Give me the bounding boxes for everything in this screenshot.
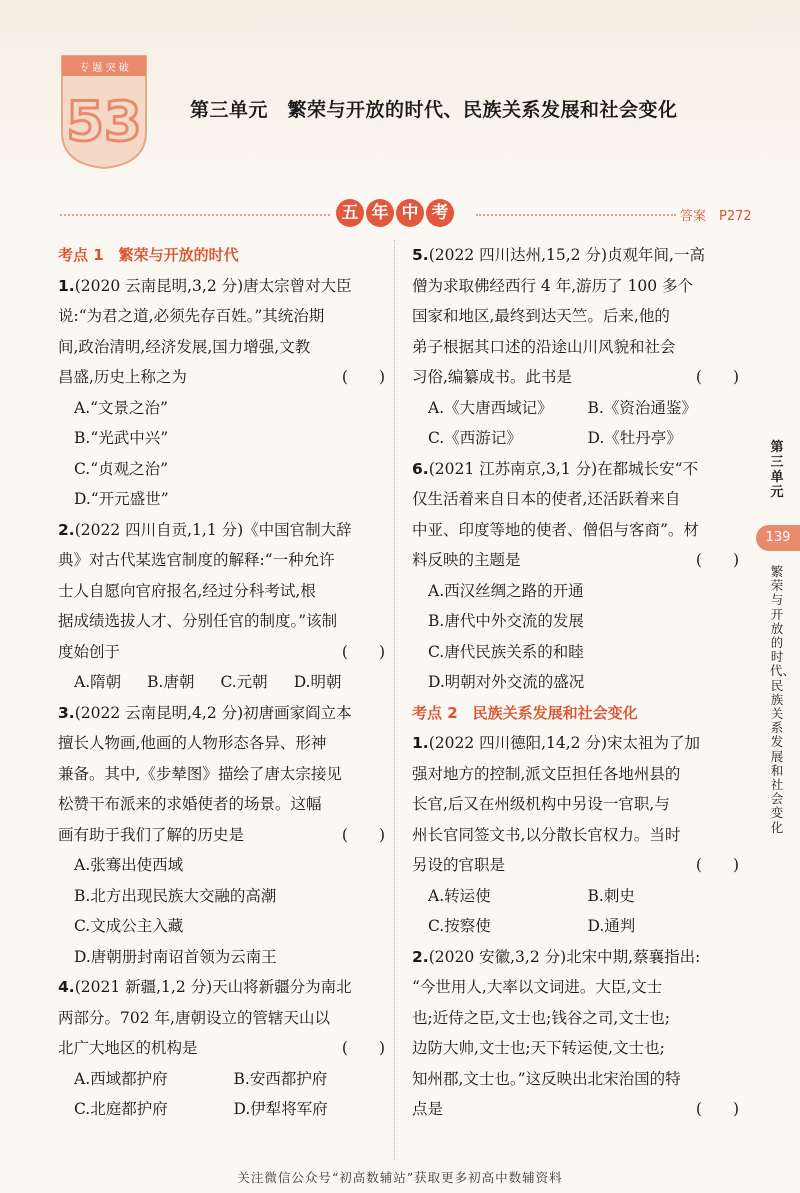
question-line: 兼备。其中,《步辇图》描绘了唐太宗接见: [58, 764, 342, 783]
divider-dots-right: [476, 214, 676, 216]
option[interactable]: D.唐朝册封南诏首领为云南王: [74, 947, 277, 966]
question-line: 边防大帅,文士也;天下转运使,文士也;: [412, 1039, 665, 1057]
section-banner: [336, 199, 454, 227]
question-number: 5.: [412, 246, 429, 264]
option[interactable]: C.北庭都护府: [74, 1100, 168, 1118]
question-line: (2022 四川自贡,1,1 分)《中国官制大辞: [74, 520, 352, 539]
question-line: 典》对古代某选官制度的解释:“一种允许: [58, 551, 335, 569]
answer-reference: 答案 P272: [680, 209, 752, 224]
left-column: [58, 240, 393, 1125]
option[interactable]: D.《牡丹亭》: [587, 429, 682, 447]
option[interactable]: C.元朝: [220, 673, 268, 691]
question-line: 士人自愿向官府报名,经过分科考试,根: [58, 581, 316, 600]
question-line: 州长官同签文书,以分散长官权力。当时: [412, 825, 681, 844]
question-line: (2020 安徽,3,2 分)北宋中期,蔡襄指出:: [428, 947, 701, 966]
question-line: 擅长人物画,他画的人物形态各异、形神: [58, 734, 327, 752]
option[interactable]: B.刺史: [587, 886, 635, 905]
option[interactable]: A.《大唐西域记》: [428, 398, 553, 417]
question-number: 3.: [58, 703, 75, 722]
question-number: 2.: [58, 520, 75, 539]
unit-title: 第三单元 繁荣与开放的时代、民族关系发展和社会变化: [190, 99, 678, 121]
answer-blank[interactable]: ( ): [341, 368, 385, 386]
question-line: 点是: [412, 1100, 444, 1118]
answer-blank[interactable]: ( ): [341, 642, 385, 661]
option-row: [412, 393, 747, 424]
question-line: 也;近侍之臣,文士也;钱谷之司,文士也;: [412, 1008, 671, 1027]
banner-char: 中: [396, 199, 424, 227]
banner-char: 考: [426, 199, 454, 227]
option[interactable]: B.“光武中兴”: [74, 429, 169, 447]
side-subtitle: [764, 564, 796, 835]
option[interactable]: A.张骞出使西域: [74, 856, 184, 874]
option[interactable]: A.西汉丝绸之路的开通: [428, 581, 584, 600]
section-heading-1: 考点 1 繁荣与开放的时代: [58, 246, 239, 264]
answer-blank[interactable]: ( ): [341, 825, 385, 844]
option[interactable]: D.伊犁将军府: [233, 1100, 328, 1118]
question-number: 2.: [412, 947, 429, 966]
question-number: 1.: [58, 276, 75, 295]
logo-number: 53: [66, 90, 142, 153]
option[interactable]: A.“文景之治”: [74, 398, 168, 417]
option-row: [412, 881, 747, 912]
section-heading-2: 考点 2 民族关系发展和社会变化: [412, 703, 638, 722]
option-row: [412, 911, 747, 942]
option-row: [58, 1064, 393, 1095]
option[interactable]: D.通判: [587, 917, 636, 935]
option[interactable]: C.唐代民族关系的和睦: [428, 642, 584, 661]
column-divider: [394, 240, 395, 1160]
question-3: [58, 698, 393, 973]
question-line: 料反映的主题是: [412, 551, 521, 569]
option-row: [412, 423, 747, 454]
option-row: [58, 1094, 393, 1125]
question-line: 据成绩选拔人才、分别任官的制度。”该制: [58, 612, 338, 630]
option[interactable]: D.明朝对外交流的盛况: [428, 673, 585, 691]
footer-note: 关注微信公众号“初高数辅站”获取更多初高中数辅资料: [237, 1170, 563, 1185]
option[interactable]: C.文成公主入藏: [74, 917, 184, 935]
question-line: 两部分。702 年,唐朝设立的管辖天山以: [58, 1008, 330, 1027]
question-line: 弟子根据其口述的沿途山川风貌和社会: [412, 337, 676, 356]
option[interactable]: A.隋朝: [74, 673, 122, 691]
option[interactable]: B.唐朝: [147, 673, 195, 691]
question-line: (2020 云南昆明,3,2 分)唐太宗曾对大臣: [74, 276, 352, 295]
question-line: “今世用人,大率以文词进。大臣,文士: [412, 978, 663, 996]
question-line: 度始创于: [58, 642, 121, 661]
answer-blank[interactable]: ( ): [695, 551, 739, 569]
question-line: 强对地方的控制,派文臣担任各地州县的: [412, 764, 681, 783]
side-unit-label: 第三单元: [770, 440, 784, 500]
question-line: 昌盛,历史上称之为: [58, 368, 187, 386]
side-subtitle-text: 繁荣与开放的时代、民族关系发展和社会变化: [770, 564, 796, 835]
option[interactable]: A.西域都护府: [74, 1069, 168, 1088]
option[interactable]: A.转运使: [428, 886, 491, 905]
banner-char: 年: [366, 199, 394, 227]
question-line: 间,政治清明,经济发展,国力增强,文教: [58, 337, 311, 356]
question-line: 知州郡,文士也。”这反映出北宋治国的特: [412, 1069, 681, 1088]
option[interactable]: B.唐代中外交流的发展: [428, 612, 584, 630]
question-number: 1.: [412, 734, 429, 752]
question-line: (2021 江苏南京,3,1 分)在都城长安“不: [428, 459, 699, 478]
question-line: 长官,后又在州级机构中另设一官职,与: [412, 795, 670, 813]
answer-blank[interactable]: ( ): [695, 368, 739, 386]
question-5: [412, 240, 747, 454]
answer-blank[interactable]: ( ): [341, 1039, 385, 1057]
brand-logo: [58, 52, 150, 170]
side-unit-tab: [760, 440, 794, 500]
option[interactable]: C.《西游记》: [428, 429, 522, 447]
option-row: [58, 667, 393, 698]
divider-dots-left: [60, 214, 330, 216]
question-line: 仅生活着来自日本的使者,还活跃着来自: [412, 490, 681, 508]
option[interactable]: D.“开元盛世”: [74, 490, 169, 508]
option[interactable]: C.“贞观之治”: [74, 459, 169, 478]
question-line: 松赞干布派来的求婚使者的场景。这幅: [58, 795, 322, 813]
question-line: 习俗,编纂成书。此书是: [412, 368, 572, 386]
question-line: (2022 四川达州,15,2 分)贞观年间,一高: [428, 246, 705, 264]
question-8: [412, 942, 747, 1125]
question-line: (2022 云南昆明,4,2 分)初唐画家阎立本: [74, 703, 352, 722]
question-line: 中亚、印度等地的使者、僧侣与客商”。材: [412, 520, 699, 539]
question-line: 另设的官职是: [412, 856, 506, 874]
question-line: 北广大地区的机构是: [58, 1039, 198, 1057]
option[interactable]: D.明朝: [293, 673, 342, 691]
right-column: [412, 240, 747, 1125]
question-1: [58, 271, 393, 515]
question-2: [58, 515, 393, 698]
answer-blank[interactable]: ( ): [695, 856, 739, 874]
option[interactable]: B.《资治通鉴》: [587, 398, 697, 417]
question-line: 画有助于我们了解的历史是: [58, 825, 245, 844]
question-line: (2022 四川德阳,14,2 分)宋太祖为了加: [428, 734, 701, 752]
banner-char: 五: [336, 199, 364, 227]
question-number: 4.: [58, 978, 75, 996]
answer-blank[interactable]: ( ): [695, 1100, 739, 1118]
page-number-badge: 139: [756, 525, 800, 551]
question-line: 说:“为君之道,必须先存百姓。”其统治期: [58, 307, 325, 325]
question-7: [412, 728, 747, 942]
question-line: 僧为求取佛经西行 4 年,游历了 100 多个: [412, 276, 694, 295]
logo-top-text: 专 题 突 破: [79, 63, 129, 74]
question-number: 6.: [412, 459, 429, 478]
question-4: [58, 972, 393, 1125]
question-line: 国家和地区,最终到达天竺。后来,他的: [412, 307, 670, 325]
option[interactable]: B.北方出现民族大交融的高潮: [74, 886, 277, 905]
option[interactable]: B.安西都护府: [233, 1069, 328, 1088]
question-line: (2021 新疆,1,2 分)天山将新疆分为南北: [74, 978, 352, 996]
question-6: [412, 454, 747, 698]
option[interactable]: C.按察使: [428, 917, 491, 935]
